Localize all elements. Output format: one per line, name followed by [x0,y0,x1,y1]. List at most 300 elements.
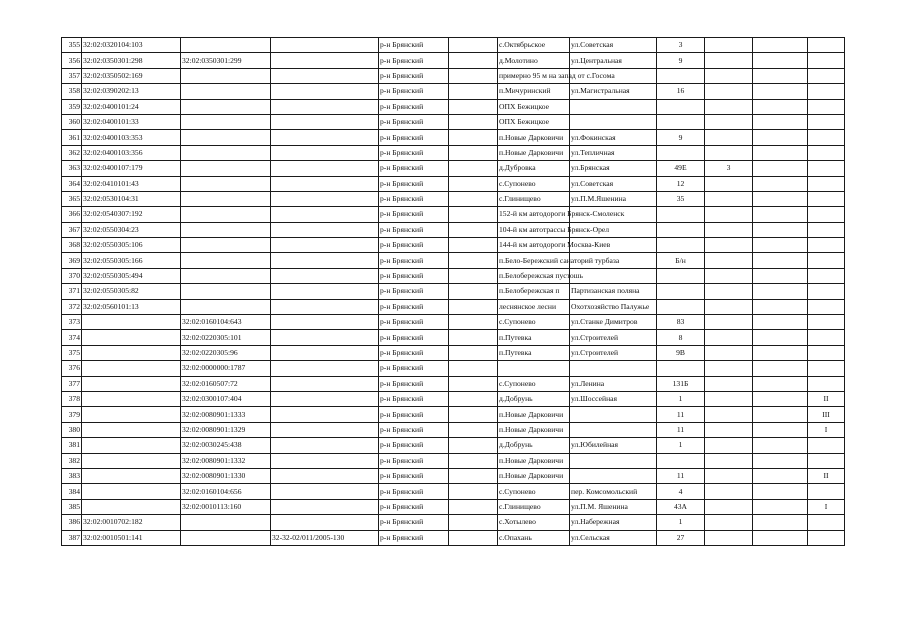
cadastral-number-text: 32:02:0530104:31 [83,194,139,204]
row-number [62,130,82,145]
locality [498,330,570,345]
locality [498,222,610,237]
locality-text: п.Путевка [499,348,532,357]
house-number [657,68,705,83]
district-text: р-н Брянский [380,163,424,173]
registration-number [271,391,379,406]
locality-text: 152-й км автодороги Брянск-Смоленск [499,209,625,219]
cadastral-number [82,68,181,83]
empty-cell [753,453,808,468]
building-number [705,468,753,483]
empty-cell [449,68,498,83]
related-cadastral-number [181,38,271,53]
row-number [62,468,82,483]
registration-number [271,484,379,499]
locality-text: п.Мичуринский [499,86,551,96]
locality [498,422,570,437]
cadastral-number-text: 32:02:0550305:106 [83,240,143,250]
registration-number [271,361,379,376]
street-text: Охотхозяйство Палужье [571,301,650,311]
locality-text: д.Дубровка [499,163,536,173]
cadastral-number [82,315,181,330]
district [379,468,449,483]
row-number [62,253,82,268]
related-cadastral-number-text: 32:02:0160507:72 [182,378,238,388]
cadastral-number [82,99,181,114]
related-cadastral-number [181,114,271,129]
registration-number [271,38,379,53]
empty-cell [449,130,498,145]
street [570,484,657,499]
street-text: ул.Строителей [571,348,619,357]
building-number [705,207,753,222]
row-number-text: 380 [68,424,80,434]
empty-cell [449,207,498,222]
house-number-text: 8 [678,332,683,342]
row-number-text: 370 [68,271,80,281]
table-row [62,268,845,283]
empty-cell [449,284,498,299]
locality [498,176,570,191]
district-text: р-н Брянский [380,101,424,111]
registration-number [271,453,379,468]
locality [498,345,570,360]
empty-cell [753,515,808,530]
litera [808,422,845,437]
house-number [657,438,705,453]
district [379,191,449,206]
empty-cell [449,268,498,283]
row-number [62,68,82,83]
locality-text: с.Глинищево [499,194,541,204]
cadastral-number [82,268,181,283]
litera [808,176,845,191]
table-row [62,391,845,406]
house-number-text: 1 [678,394,683,404]
house-number [657,361,705,376]
cadastral-number [82,53,181,68]
empty-cell [449,330,498,345]
cadastral-number [82,499,181,514]
cadastral-number [82,222,181,237]
building-number [705,222,753,237]
related-cadastral-number-text: 32:02:0000000:1787 [182,363,246,373]
row-number-text: 355 [68,40,80,50]
table-row [62,238,845,253]
district-text: р-н Брянский [380,224,424,234]
table-row [62,345,845,360]
locality-text: п.Белобережская п [499,286,560,296]
empty-cell [753,253,808,268]
district-text: р-н Брянский [380,240,424,250]
row-number [62,407,82,422]
related-cadastral-number [181,499,271,514]
house-number [657,407,705,422]
related-cadastral-number [181,68,271,83]
cadastral-number-text: 32:02:0400103:353 [83,132,143,142]
house-number-text: 11 [676,471,685,481]
house-number [657,530,705,545]
cadastral-number-text: 32:02:0560101:13 [83,301,139,311]
registration-number [271,161,379,176]
locality [498,453,570,468]
cadastral-number [82,422,181,437]
district [379,38,449,53]
related-cadastral-number [181,176,271,191]
district [379,130,449,145]
district [379,407,449,422]
empty-cell [753,53,808,68]
district-text: р-н Брянский [380,255,424,265]
row-number [62,222,82,237]
empty-cell [753,238,808,253]
building-number [705,299,753,314]
building-number [705,130,753,145]
house-number-text: 16 [676,86,685,96]
locality-text: п.Новые Дарковичи [499,424,564,434]
row-number-text: 379 [68,409,80,419]
empty-cell [449,161,498,176]
locality [498,391,570,406]
street [570,422,657,437]
registration-number [271,145,379,160]
locality [498,238,611,253]
cadastral-number-text: 32:02:0320104:103 [83,40,143,50]
related-cadastral-number [181,99,271,114]
empty-cell [753,484,808,499]
house-number [657,499,705,514]
table-row [62,530,845,545]
litera [808,299,845,314]
cadastral-number-text: 32:02:0550305:494 [83,271,143,281]
cadastral-number [82,530,181,545]
empty-cell [449,176,498,191]
street [570,499,657,514]
row-number [62,161,82,176]
house-number [657,176,705,191]
locality-text: п.Белобережская пустошь [499,271,583,281]
district-text: р-н Брянский [380,501,424,511]
row-number [62,53,82,68]
empty-cell [449,391,498,406]
house-number [657,315,705,330]
litera [808,530,845,545]
registration-number [271,422,379,437]
building-number [705,68,753,83]
cadastral-number [82,330,181,345]
locality-text: с.Хотылево [499,517,536,527]
street-text: ул.Сельская [571,532,610,542]
related-cadastral-number [181,407,271,422]
litera [808,407,845,422]
district-text: р-н Брянский [380,117,424,127]
litera [808,53,845,68]
row-number [62,484,82,499]
registration-number [271,468,379,483]
empty-cell [753,468,808,483]
house-number-text: 4 [678,486,683,496]
district [379,99,449,114]
litera [808,145,845,160]
street-text: пер. Комсомольский [571,486,638,496]
locality-text: леснянское лесни [499,301,557,311]
empty-cell [753,99,808,114]
related-cadastral-number [181,422,271,437]
registration-number [271,330,379,345]
related-cadastral-number [181,145,271,160]
street-text: ул.Фокинская [571,132,616,142]
locality [498,207,625,222]
empty-cell [753,176,808,191]
row-number [62,453,82,468]
table-row [62,176,845,191]
locality [498,499,570,514]
cadastral-number-text: 32:02:0550305:166 [83,255,143,265]
house-number [657,284,705,299]
house-number-text: 1 [678,517,683,527]
house-number [657,253,705,268]
cadastral-number [82,391,181,406]
litera [808,515,845,530]
district-text: р-н Брянский [380,455,424,465]
related-cadastral-number-text: 32:02:0010113:160 [182,501,242,511]
street-text: ул.Брянская [571,163,610,173]
cadastral-number-text: 32:02:0410101:43 [83,178,139,188]
house-number [657,38,705,53]
registration-number [271,53,379,68]
registration-number [271,315,379,330]
litera [808,114,845,129]
street [570,330,657,345]
registration-number [271,499,379,514]
street [570,391,657,406]
related-cadastral-number [181,207,271,222]
building-number-text: 3 [726,163,731,173]
related-cadastral-number [181,84,271,99]
house-number-text: 27 [676,532,685,542]
registration-number [271,284,379,299]
street [570,176,657,191]
row-number [62,191,82,206]
locality-text: 144-й км автодороги Москва-Киев [499,240,611,250]
registration-number [271,238,379,253]
street-text: ул.Магистральная [571,86,630,96]
street [570,453,657,468]
cadastral-number [82,438,181,453]
registration-number [271,176,379,191]
registration-number [271,222,379,237]
row-number [62,330,82,345]
cadastral-number [82,299,181,314]
registration-number [271,515,379,530]
house-number-text: 9 [678,132,683,142]
litera [808,376,845,391]
house-number-text: 12 [676,178,685,188]
litera [808,38,845,53]
related-cadastral-number [181,530,271,545]
row-number [62,345,82,360]
building-number [705,315,753,330]
table-row [62,84,845,99]
house-number [657,191,705,206]
related-cadastral-number [181,253,271,268]
building-number [705,345,753,360]
empty-cell [449,53,498,68]
related-cadastral-number [181,438,271,453]
row-number-text: 378 [68,394,80,404]
district [379,53,449,68]
row-number [62,499,82,514]
table-row [62,253,845,268]
related-cadastral-number [181,268,271,283]
empty-cell [449,530,498,545]
litera [808,238,845,253]
related-cadastral-number [181,484,271,499]
locality [498,38,570,53]
locality-text: п.Новые Дарковичи [499,471,564,481]
empty-cell [449,361,498,376]
table-row [62,499,845,514]
house-number-text: Б/н [675,255,686,265]
row-number-text: 368 [68,240,80,250]
house-number [657,330,705,345]
cadastral-number-text: 32:02:0010702:182 [83,517,143,527]
related-cadastral-number [181,376,271,391]
empty-cell [449,299,498,314]
district-text: р-н Брянский [380,332,424,342]
registration-number [271,207,379,222]
empty-cell [753,499,808,514]
street [570,468,657,483]
locality [498,268,583,283]
house-number [657,376,705,391]
locality [498,515,570,530]
district-text: р-н Брянский [380,486,424,496]
district-text: р-н Брянский [380,409,424,419]
related-cadastral-number [181,315,271,330]
litera [808,499,845,514]
empty-cell [753,530,808,545]
litera [808,330,845,345]
locality-text: с.Супонево [499,486,536,496]
district [379,284,449,299]
row-number-text: 372 [68,301,80,311]
litera-text: II [823,471,829,481]
street [570,438,657,453]
row-number-text: 363 [68,163,80,173]
locality [498,84,570,99]
street-text: ул.П.М. Яшенина [571,501,628,511]
building-number [705,268,753,283]
cadastral-number [82,114,181,129]
empty-cell [449,315,498,330]
house-number [657,99,705,114]
building-number [705,407,753,422]
registration-number [271,376,379,391]
row-number-text: 384 [68,486,80,496]
locality [498,530,570,545]
cadastral-number-text: 32:02:0550305:82 [83,286,139,296]
cadastral-number-text: 32:02:0400103:356 [83,147,143,157]
registration-number [271,530,379,545]
table-row [62,191,845,206]
locality-text: п.Путевка [499,332,532,342]
row-number [62,114,82,129]
cadastral-number-text: 32:02:0400107:179 [83,163,143,173]
row-number [62,268,82,283]
street-text: ул.Строителей [571,332,619,342]
row-number [62,84,82,99]
district-text: р-н Брянский [380,271,424,281]
district [379,68,449,83]
table-row [62,438,845,453]
street-text: ул.Центральная [571,55,622,65]
locality-text: п.Новые Дарковичи [499,147,564,157]
district [379,438,449,453]
litera [808,391,845,406]
empty-cell [449,222,498,237]
district-text: р-н Брянский [380,194,424,204]
litera [808,84,845,99]
empty-cell [753,130,808,145]
registration-number [271,407,379,422]
empty-cell [753,161,808,176]
district-text: р-н Брянский [380,348,424,357]
district [379,345,449,360]
litera [808,253,845,268]
district [379,238,449,253]
empty-cell [753,38,808,53]
empty-cell [753,145,808,160]
empty-cell [449,99,498,114]
cadastral-number [82,284,181,299]
house-number-text: 83 [676,317,685,327]
cadastral-number-text: 32:02:0540307:192 [83,209,143,219]
district-text: р-н Брянский [380,378,424,388]
street [570,145,657,160]
litera [808,222,845,237]
street-text: ул.Станке Димитров [571,317,638,327]
litera [808,484,845,499]
empty-cell [753,191,808,206]
house-number [657,114,705,129]
district [379,161,449,176]
empty-cell [449,84,498,99]
district-text: р-н Брянский [380,286,424,296]
row-number-text: 377 [68,378,80,388]
street-text: ул.Юбилейная [571,440,619,450]
related-cadastral-number [181,238,271,253]
row-number-text: 361 [68,132,80,142]
house-number [657,453,705,468]
litera [808,161,845,176]
empty-cell [449,191,498,206]
related-cadastral-number-text: 32:02:0160104:656 [182,486,242,496]
locality-text: с.Супонево [499,178,536,188]
registration-number [271,68,379,83]
locality-text: ОПХ Бежицкое [499,101,550,111]
related-cadastral-number [181,330,271,345]
district [379,391,449,406]
street-text: ул.Набережная [571,517,620,527]
street [570,515,657,530]
street [570,299,657,314]
row-number-text: 365 [68,194,80,204]
registration-number [271,130,379,145]
cadastral-number-text: 32:02:0390202:13 [83,86,139,96]
row-number-text: 369 [68,255,80,265]
district [379,84,449,99]
